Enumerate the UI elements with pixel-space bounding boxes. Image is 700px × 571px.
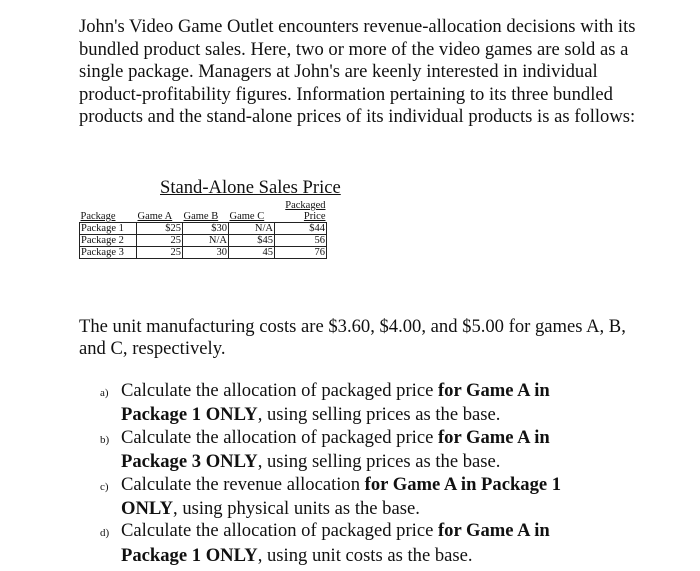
table-title: Stand-Alone Sales Price: [160, 177, 341, 198]
question-text-end: , using selling prices as the base.: [257, 451, 501, 473]
sales-price-table: [79, 200, 327, 259]
question-emphasis: for Game A in Package 3 ONLY: [121, 426, 550, 473]
question-text: Calculate the allocation of packaged price: [121, 380, 438, 401]
question-item: [100, 520, 590, 567]
cell-game-c: N/A: [229, 223, 275, 235]
question-emphasis: for Game A in Package 1 ONLY: [121, 473, 562, 520]
intro-paragraph: John's Video Game Outlet encounters revenue-allocation decisions with its bundled product sales. Here, two or more of the video games are sold as a single package. Managers at John's are keenly interested in individual product-profitability figures. Information pertaining to its three bundled products and the stand-alone prices of its individual products is as follows:: [79, 16, 636, 128]
question-text: Calculate the allocation of packaged price: [121, 426, 438, 448]
question-marker: b): [100, 433, 110, 446]
cell-game-b: N/A: [183, 235, 229, 247]
cell-package: Package 3: [80, 247, 137, 259]
question-emphasis: for Game A in Package 1 ONLY: [121, 380, 550, 426]
question-text: Calculate the revenue allocation: [121, 473, 365, 495]
table-header-row: [80, 200, 327, 223]
questions-list: [100, 380, 590, 567]
header-game-c: Game C: [229, 211, 265, 222]
table-row: [80, 223, 327, 235]
cell-packaged-price: 76: [275, 247, 327, 259]
cell-game-c: 45: [229, 247, 275, 259]
question-item: [100, 427, 590, 474]
header-packaged-price: [275, 200, 327, 223]
table-row: [80, 247, 327, 259]
question-text: Calculate the allocation of packaged price: [121, 520, 438, 542]
cell-game-c: $45: [229, 235, 275, 247]
question-text-end: , using selling prices as the base.: [257, 404, 501, 426]
cell-game-b: $30: [183, 223, 229, 235]
header-packaged-line2: Price: [303, 211, 326, 222]
question-text-end: , using physical units as the base.: [173, 498, 420, 520]
question-emphasis: for Game A in Package 1 ONLY: [121, 520, 550, 566]
table-row: [80, 235, 327, 247]
question-text-end: , using unit costs as the base.: [257, 544, 473, 566]
header-game-a: Game A: [137, 211, 173, 222]
cell-packaged-price: 56: [275, 235, 327, 247]
header-packaged-line1: Packaged: [285, 200, 326, 211]
question-item: [100, 474, 590, 521]
question-marker: d): [100, 527, 110, 540]
question-item: [100, 380, 590, 427]
header-game-b: Game B: [183, 211, 219, 222]
unit-costs-paragraph: The unit manufacturing costs are $3.60, $4.00, and $5.00 for games A, B, and C, respectively.: [79, 316, 626, 360]
cell-game-a: $25: [137, 223, 183, 235]
cell-game-b: 30: [183, 247, 229, 259]
cell-game-a: 25: [137, 247, 183, 259]
header-package: Package: [80, 211, 116, 222]
question-marker: a): [100, 387, 109, 399]
cell-packaged-price: $44: [275, 223, 327, 235]
question-marker: c): [100, 480, 109, 493]
cell-package: Package 1: [80, 223, 137, 235]
cell-game-a: 25: [137, 235, 183, 247]
cell-package: Package 2: [80, 235, 137, 247]
